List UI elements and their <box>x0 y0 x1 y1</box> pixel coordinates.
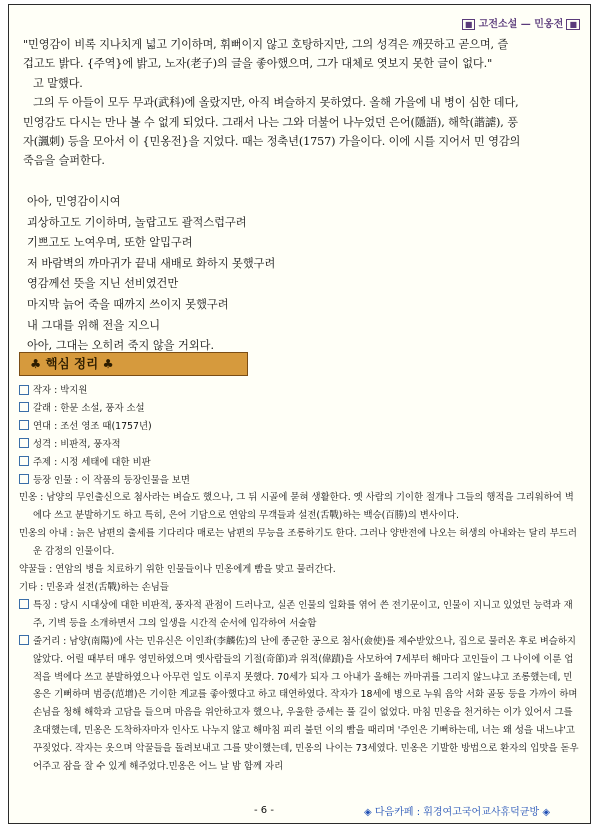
square-bullet-icon <box>19 420 29 430</box>
plot-text: 줄거리 : 남양(南陽)에 사는 민유신은 이인좌(李麟佐)의 난에 종군한 공으로 첨사(僉使)를 제수받았으나, 집으로 물러온 후로 벼슬하지 않았다. 어릴 때부터 매우 영민하였으며 옛사람들의 기절(奇節)과 위적(偉蹟)을 사모하여 7세부터 해마다 고인들이 그 나이에 이룬 업적을 벽에다 쓰고 분발하였으나 아무런 일도 이루지 못했다. 70세가 되자 그 아내가 올해는 까마귀를 그리지 않느냐고 조롱했는데, 민옹은 기뻐하며 범증(范增)은 기이한 계교를 좋아했다고 하고 태연하였다. 작자가 18세에 병으로 누워 음악 서화 골동 등을 가까이 하며 손님을 청해 해학과 고담을 들으며 마음을 위안하고자 했으나, 우울한 증세는 풀 길이 없었다. 마침 민옹을 천거하는 이가 있어서 그를 초대했는데, 민옹은 도착하자마자 인사도 나누지 않고 해마침 피리 불던 이의 빰을 때리며 '주인은 기뻐하는데, 너는 왜 성을 내느냐'고 꾸짖었다. 작자는 옷으며 악꿀들을 돌려보내고 그를 맞이했는데, 민옹의 나이는 73세였다. 민옹은 기발한 방법으로 환자의 입맛을 돋우어주고 잠을 잘 수 있게 해주었다.민옹은 어느 날 밤 함께 자리 <box>33 635 579 773</box>
section-title <box>19 352 248 376</box>
page-frame <box>8 4 591 824</box>
person-description: 기타 : 민옹과 설전(舌戰)하는 손님들 <box>19 581 169 593</box>
section-title-text: ♣ 핵심 정리 ♣ <box>30 356 114 371</box>
main-line: "민영감이 비록 지나치게 넓고 기이하며, 휘뻐이지 않고 호탕하지만, 그의 성격은 깨끗하고 곧으며, 즐 <box>23 38 509 51</box>
summary <box>19 382 581 776</box>
features-text: 특징 : 당시 시대상에 대한 비판적, 풍자적 관점이 드러나고, 실존 인물의 일화를 엮어 쓴 전기문이고, 인물이 지니고 있었던 능력과 재주, 기벽 등을 소개하면서 그의 일생을 시간적 순서에 입각하여 서술함 <box>33 599 573 629</box>
poem-line: 저 바람벽의 까마귀가 끝내 새배로 화하지 못했구려 <box>27 256 276 270</box>
poem <box>27 192 547 357</box>
square-bullet-icon <box>19 456 29 466</box>
summary-row-text: 연대 : 조선 영조 때(1757년) <box>33 420 152 432</box>
main-text <box>23 35 575 171</box>
poem-line: 영감께선 뜻을 지닌 선비였건만 <box>27 277 179 291</box>
main-line: 겁고도 밝다. {주역}에 밝고, 노자(老子)의 글을 좋아했으며, 그가 대체로 엿보지 못한 글이 없다." <box>23 57 493 71</box>
summary-row-text: 갈래 : 한문 소설, 풍자 소설 <box>33 402 145 414</box>
square-bullet-icon <box>19 599 29 609</box>
square-bullet-icon <box>19 402 29 412</box>
summary-row <box>19 436 581 454</box>
main-line: 그의 두 아들이 모두 무과(武科)에 올랐지만, 아직 벼슬하지 못하였다. 올해 가을에 내 병이 심한 데다, <box>33 96 519 110</box>
summary-row-text: 성격 : 비판적, 풍자적 <box>33 438 121 450</box>
poem-line: 아아, 그대는 오히려 죽지 않을 거외다. <box>27 339 215 353</box>
main-line: 죽음을 슬퍼한다. <box>23 154 105 168</box>
summary-row <box>19 418 581 436</box>
features-description <box>19 597 581 633</box>
poem-line: 괴상하고도 기이하며, 놀랍고도 괄적스럽구려 <box>27 215 247 229</box>
page-number: - 6 - <box>254 805 274 816</box>
header-right-mark: ■ <box>566 19 580 30</box>
plot-description <box>19 633 581 776</box>
square-bullet-icon <box>19 635 29 645</box>
person-description: 약꿀들 : 연암의 병을 치료하기 위한 인물들이나 민옹에게 빰을 맞고 물러간다. <box>19 564 336 576</box>
poem-line: 내 그대를 위해 전을 지으니 <box>27 318 161 332</box>
summary-row <box>19 472 581 490</box>
header-left-mark: ■ <box>462 19 476 30</box>
person-description: 민옹의 아내 : 늙은 남편의 출세를 기다리다 매로는 남편의 무능을 조롱하기도 한다. 그러나 양반전에 나오는 허생의 아내와는 달리 부드러운 감정의 인물이다. <box>19 528 577 558</box>
header-tag <box>462 15 580 30</box>
summary-row <box>19 454 581 472</box>
person-description: 민옹 : 남양의 무인출신으로 첨사라는 벼슬도 했으나, 그 뒤 시골에 묻혀 생활한다. 옛 사람의 기이한 절개나 그들의 행적을 그리워하여 벽에다 쓰고 분발하기도 하고 특히, 은어 기담으로 연암의 무객들과 설전(舌戰)하는 백승(百勝)의 변사이다. <box>19 492 574 522</box>
poem-line: 기쁘고도 노여우며, 또한 알밉구려 <box>27 236 193 250</box>
square-bullet-icon <box>19 474 29 484</box>
header-text: 고전소설 — 민옹전 <box>478 19 564 30</box>
summary-row-text: 주제 : 시정 세태에 대한 비판 <box>33 456 151 468</box>
square-bullet-icon <box>19 438 29 448</box>
main-line: 자(諷刺) 등을 모아서 이 {민옹전}을 지었다. 때는 정축년(1757) 가을이다. 이에 시를 지어서 민 영감의 <box>23 135 521 149</box>
main-line: 고 말했다. <box>33 76 83 90</box>
summary-row <box>19 400 581 418</box>
summary-row-text: 작자 : 박지원 <box>33 385 88 396</box>
main-line: 민영감도 다시는 만나 볼 수 없게 되었다. 그래서 나는 그와 더불어 나누었던 은어(隱語), 해학(諧謔), 풍 <box>23 115 518 129</box>
poem-line: 아아, 민영감이시여 <box>27 195 121 208</box>
poem-line: 마지막 늙어 죽을 때까지 쓰이지 못했구려 <box>27 297 229 311</box>
summary-row-text: 등장 인물 : 이 작품의 등장인물을 보면 <box>33 474 190 486</box>
source-credit: ◈ 다음카페 : 휘경여고국어교사휴덕균방 ◈ <box>364 807 551 818</box>
summary-row <box>19 382 581 400</box>
square-bullet-icon <box>19 385 29 395</box>
